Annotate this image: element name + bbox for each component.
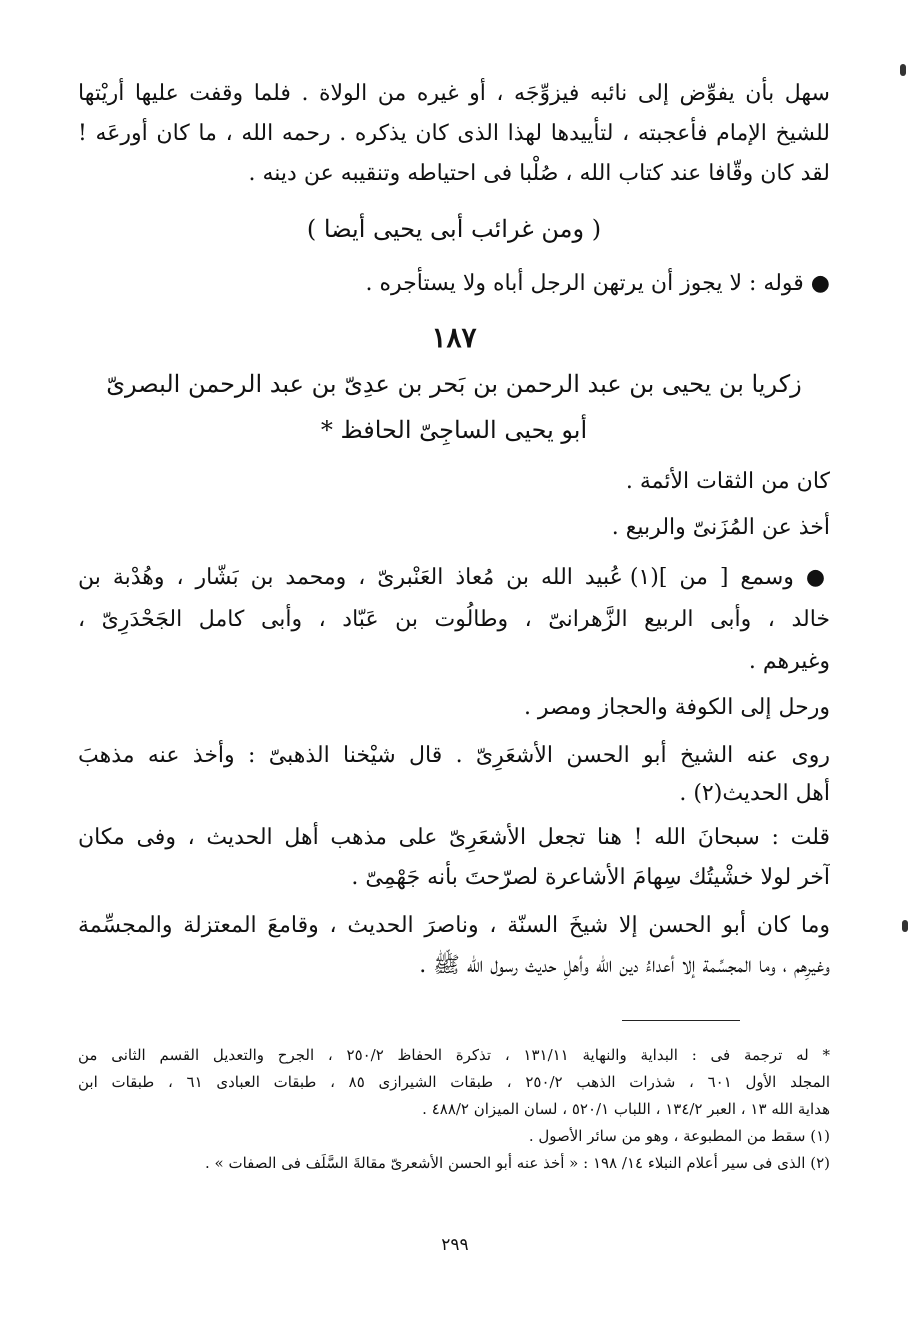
paragraph-line: للشيخ الإمام فأعجبته ، لتأييدها لهذا الذى كان يذكره . رحمه الله ، ما كان أورعَه ! bbox=[78, 121, 830, 146]
paragraph-line: لقد كان وقّافا عند كتاب الله ، صُلْبا فى احتياطه وتنقيبه عن دينه . bbox=[248, 161, 830, 186]
paragraph-line: سهل بأن يفوِّض إلى نائبه فيزوِّجَه ، أو غيره من الولاة . فلما وقفت عليها أريْتها bbox=[78, 81, 830, 106]
page-number: ٢٩٩ bbox=[441, 1235, 469, 1255]
body-line: أهل الحديث(٢) . bbox=[679, 781, 830, 806]
body-line: روى عنه الشيخ أبو الحسن الأشعَرِىّ . قال شيْخنا الذهبىّ : وأخذ عنه مذهبَ bbox=[78, 743, 830, 768]
section-heading: ( ومن غرائب أبى يحيى أيضا ) bbox=[306, 215, 602, 243]
entry-name: زكريا بن يحيى بن عبد الرحمن بن بَحر بن عدِىّ بن عبد الرحمن البصرىّ bbox=[106, 370, 802, 398]
scan-edge-mark bbox=[902, 920, 908, 932]
body-line: وغيرهم . bbox=[748, 649, 830, 674]
scan-edge-mark bbox=[900, 64, 906, 76]
entry-kunya: أبو يحيى الساجِىّ الحافظ * bbox=[320, 416, 588, 444]
body-line: آخر لولا خشْيتُك سِهامَ الأشاعرة لصرّحتَ بأنه جَهْمِىّ . bbox=[351, 865, 830, 890]
footnote-line: (١) سقط من المطبوعة ، وهو من سائر الأصول . bbox=[528, 1127, 830, 1145]
footnote-line: المجلد الأول ٦٠١ ، شذرات الذهب ٢٥٠/٢ ، طبقات الشيرازى ٨٥ ، طبقات العبادى ٦١ ، طبقات ابن bbox=[78, 1073, 830, 1091]
body-line: ورحل إلى الكوفة والحجاز ومصر . bbox=[523, 695, 830, 720]
body-line: قلت : سبحانَ الله ! هنا تجعل الأشعَرِىّ على مذهب أهل الحديث ، وفى مكان bbox=[78, 825, 830, 850]
saying-line: ● قوله : لا يجوز أن يرتهن الرجل أباه ولا يستأجره . bbox=[365, 271, 830, 296]
footnote-divider bbox=[622, 1020, 740, 1021]
body-line: ● وسمع [ من ](١) عُبيد الله بن مُعاذ العَنْبرىّ ، ومحمد بن بَشّار ، وهُدْبة بن bbox=[78, 565, 830, 590]
body-line: وغيرِهم ، وما المجسِّمة إلا أعداءُ دين الله وأهلِ حديث رسول الله ﷺ . bbox=[419, 953, 830, 978]
body-line: أخذ عن المُزَنىّ والربيع . bbox=[611, 515, 830, 540]
footnote-line: * له ترجمة فى : البداية والنهاية ١٣١/١١ ، تذكرة الحفاظ ٢٥٠/٢ ، الجرح والتعديل القسم الثانى من bbox=[78, 1046, 830, 1064]
body-line: وما كان أبو الحسن إلا شيخَ السنّة ، وناصرَ الحديث ، وقامعَ المعتزلة والمجسِّمة bbox=[78, 913, 830, 938]
footnote-line: هداية الله ١٣ ، العبر ١٣٤/٢ ، اللباب ٥٢٠/١ ، لسان الميزان ٤٨٨/٢ . bbox=[422, 1100, 830, 1118]
entry-number: ١٨٧ bbox=[431, 321, 477, 354]
body-line: كان من الثقات الأئمة . bbox=[625, 469, 830, 494]
footnote-line: (٢) الذى فى سير أعلام النبلاء ١٤/ ١٩٨ : « أخذ عنه أبو الحسن الأشعرىّ مقالةَ السَّلَف فى الصفات » . bbox=[204, 1154, 830, 1172]
body-line: خالد ، وأبى الربيع الزَّهرانىّ ، وطالُوت بن عَبّاد ، وأبى كامل الجَحْدَرِىّ ، bbox=[78, 607, 830, 632]
